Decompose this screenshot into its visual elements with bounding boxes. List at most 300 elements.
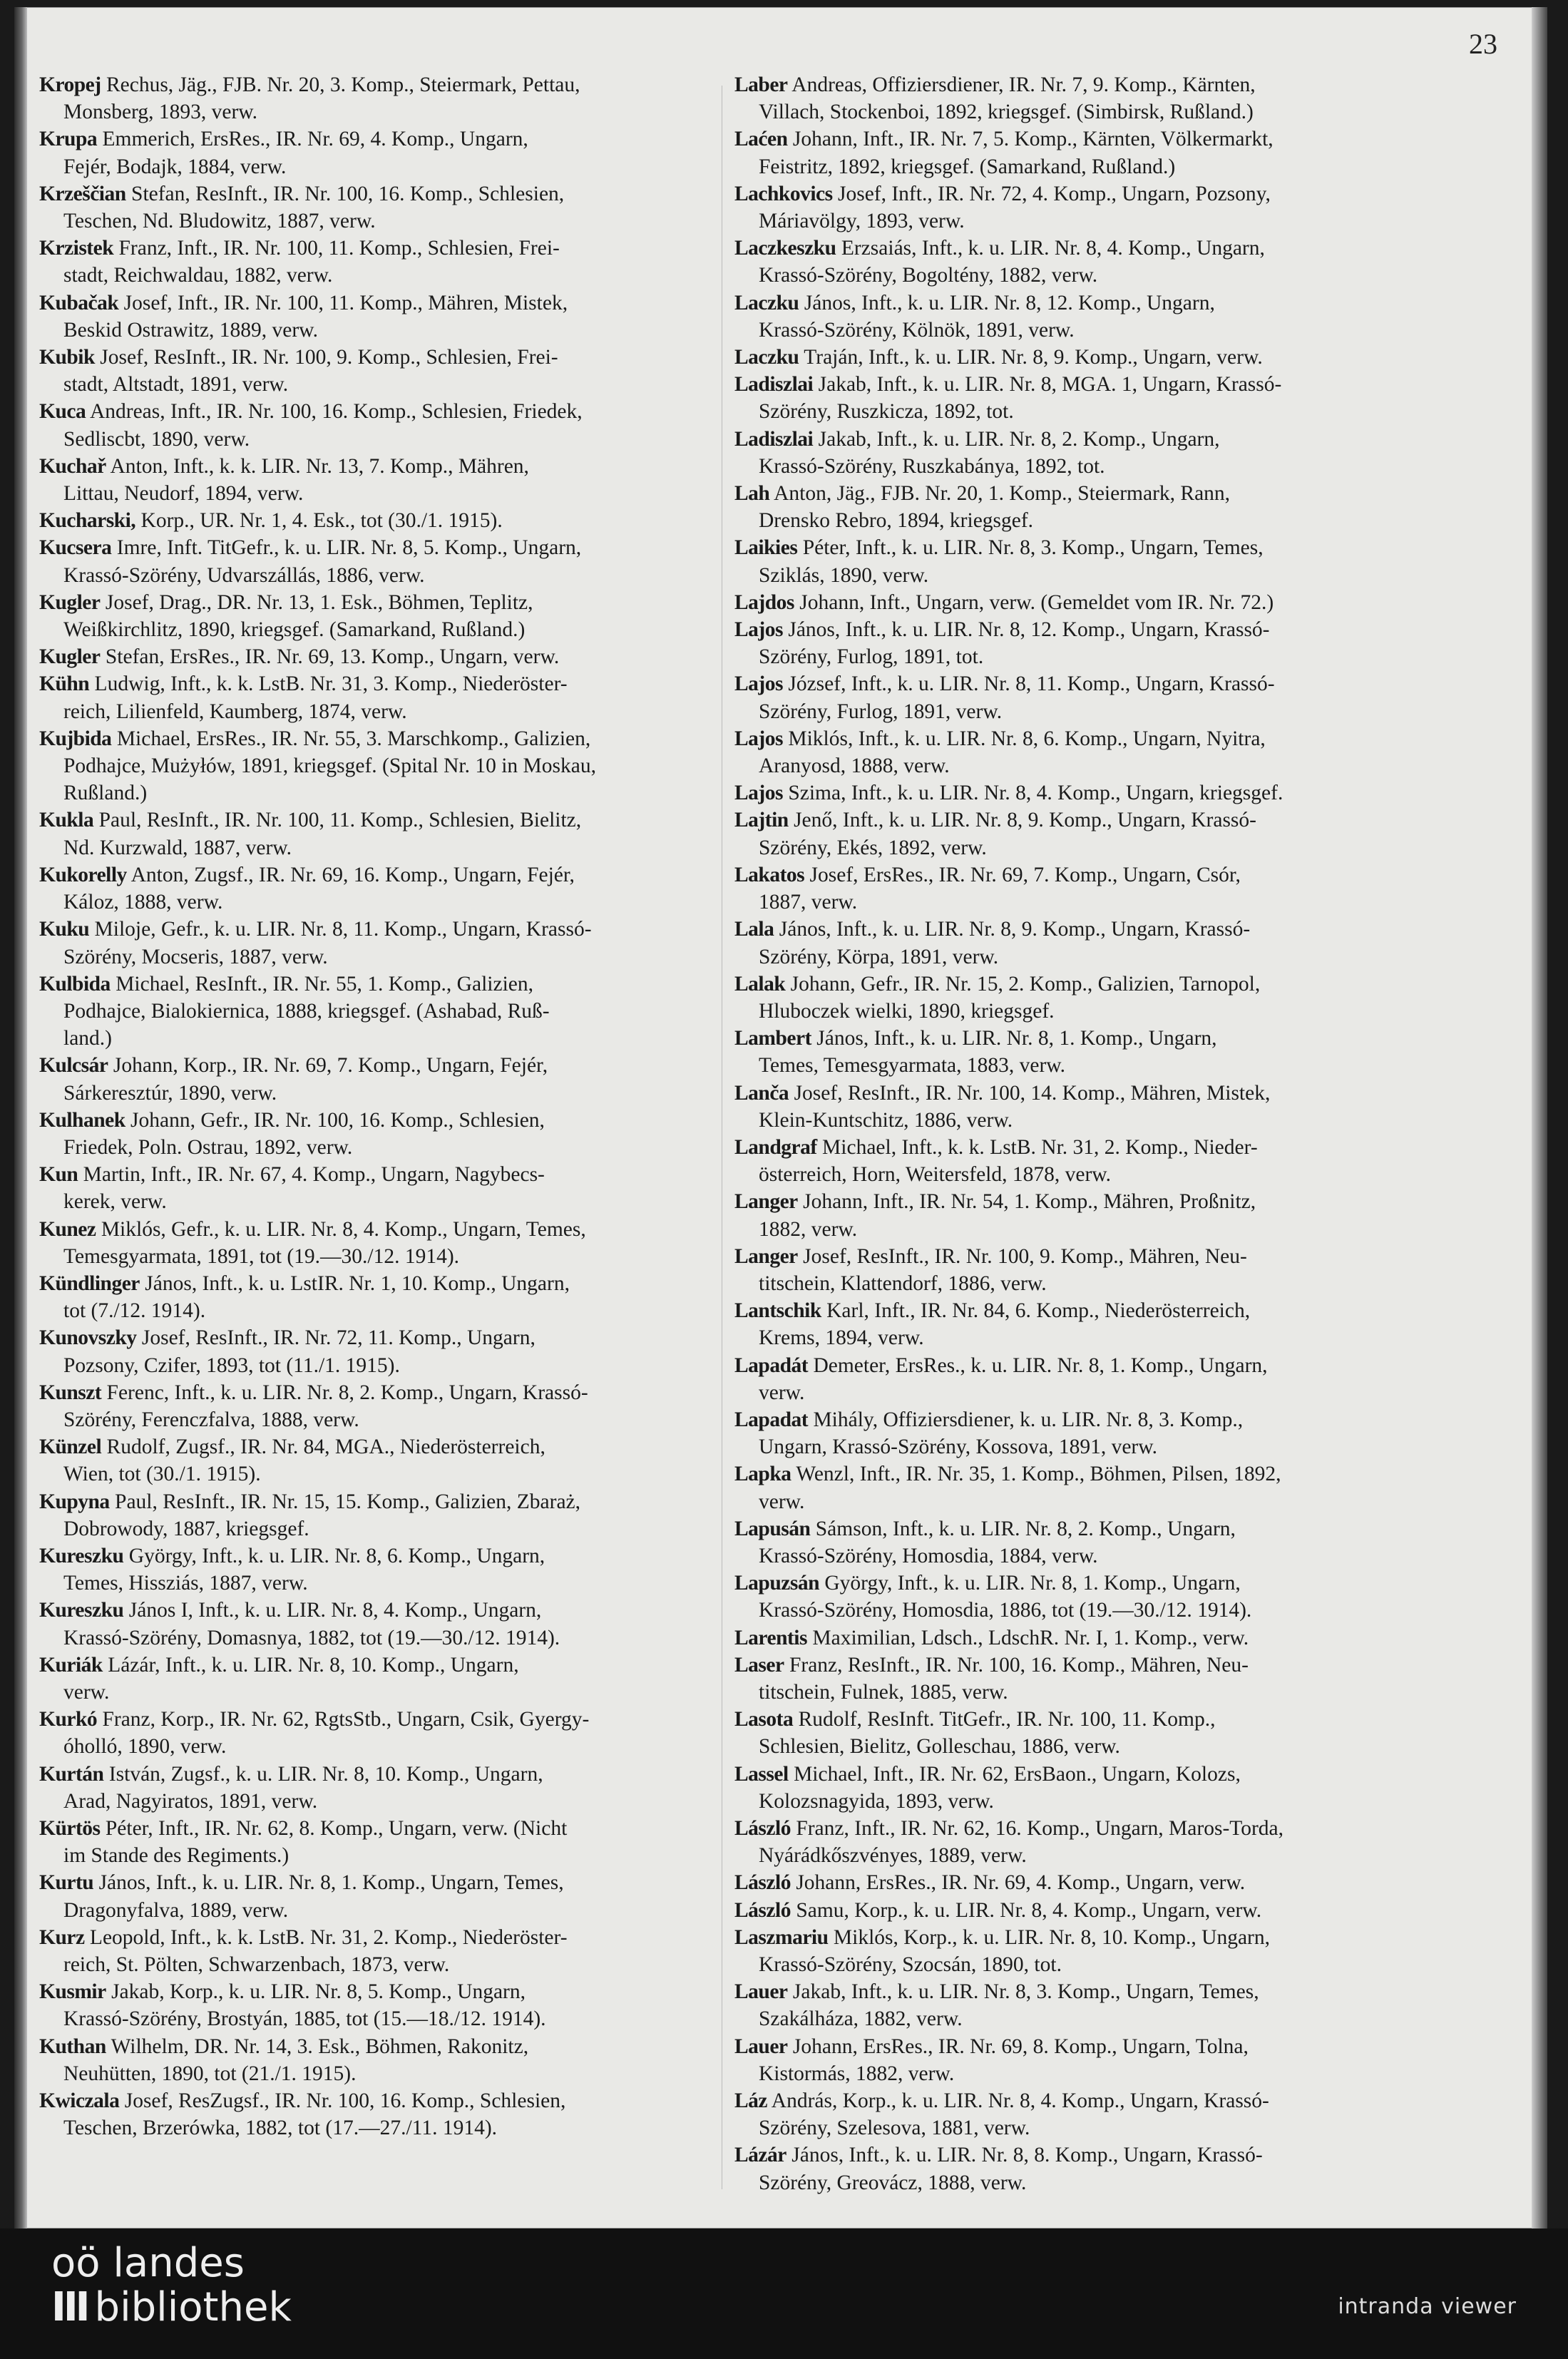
entry-text: Josef, ResInft., IR. Nr. 100, 9. Komp., Mähren, Neu-	[803, 1244, 1247, 1268]
entry-surname: Kuchař	[39, 454, 106, 478]
entry-text: Szörény, Ekés, 1892, verw.	[759, 836, 987, 859]
entry-text: Korp., UR. Nr. 1, 4. Esk., tot (30./1. 1915).	[140, 509, 503, 533]
register-entry	[39, 71, 717, 126]
entry-text: Schlesien, Bielitz, Golleschau, 1886, verw.	[759, 1735, 1120, 1759]
entry-line	[734, 1080, 1412, 1107]
entry-line	[39, 1978, 717, 2005]
scanned-page	[14, 7, 1547, 2228]
entry-surname: Kurkó	[39, 1708, 98, 1731]
book-gutter	[14, 7, 27, 2228]
entry-line	[734, 1761, 1412, 1788]
entry-text: Klein-Kuntschitz, 1886, verw.	[759, 1108, 1013, 1132]
entry-line	[39, 861, 717, 889]
entry-text: Anton, Jäg., FJB. Nr. 20, 1. Komp., Steiermark, Rann,	[774, 482, 1231, 506]
entry-text: Johann, Gefr., IR. Nr. 15, 2. Komp., Galizien, Tarnopol,	[790, 972, 1261, 996]
entry-line	[734, 1107, 1412, 1134]
entry-text: Johann, Inft., IR. Nr. 7, 5. Komp., Kärnten, Völkermarkt,	[792, 128, 1274, 151]
register-entry	[39, 807, 717, 861]
entry-text: Franz, Inft., IR. Nr. 100, 11. Komp., Schlesien, Frei-	[118, 237, 560, 260]
entry-text: Michael, ErsRes., IR. Nr. 55, 3. Marschkomp., Galizien,	[116, 727, 591, 750]
entry-text: Krassó-Szörény, Domasnya, 1882, tot (19.—30./12. 1914).	[63, 1626, 560, 1649]
entry-text: Johann, Inft., Ungarn, verw. (Gemeldet vom IR. Nr. 72.)	[799, 590, 1274, 614]
entry-text: Traján, Inft., k. u. LIR. Nr. 8, 9. Komp., Ungarn, verw.	[804, 346, 1263, 369]
entry-line	[39, 998, 717, 1025]
entry-surname: Lalak	[734, 972, 786, 996]
entry-line	[734, 1652, 1412, 1679]
entry-text: Demeter, ErsRes., k. u. LIR. Nr. 8, 1. Komp., Ungarn,	[813, 1354, 1268, 1377]
entry-text: Podhajce, Mużyłów, 1891, kriegsgef. (Spital Nr. 10 in Moskau,	[63, 754, 596, 778]
register-entry	[734, 779, 1412, 807]
register-entry	[734, 371, 1412, 425]
register-entry	[734, 1297, 1412, 1351]
entry-surname: Lajos	[734, 727, 783, 750]
entry-line	[39, 1542, 717, 1570]
entry-line	[39, 1080, 717, 1107]
entry-text: Teschen, Brzerówka, 1882, tot (17.—27./11. 1914).	[63, 2117, 498, 2140]
register-entry	[39, 1433, 717, 1488]
entry-line	[734, 1978, 1412, 2005]
entry-line	[39, 371, 717, 398]
entry-line	[734, 1216, 1412, 1243]
register-entry	[734, 589, 1412, 616]
entry-line	[39, 2087, 717, 2114]
entry-text: András, Korp., k. u. LIR. Nr. 8, 4. Komp., Ungarn, Krassó-	[771, 2089, 1269, 2113]
entry-line	[39, 1297, 717, 1324]
entry-line	[39, 1652, 717, 1679]
entry-line	[734, 971, 1412, 998]
entry-line	[39, 916, 717, 943]
entry-text: verw.	[759, 1381, 805, 1404]
entry-surname: Laszmariu	[734, 1925, 829, 1949]
entry-line	[39, 1679, 717, 1706]
entry-line	[39, 398, 717, 425]
entry-text: György, Inft., k. u. LIR. Nr. 8, 6. Komp., Ungarn,	[128, 1544, 545, 1567]
entry-text: Josef, Drag., DR. Nr. 13, 1. Esk., Böhmen, Teplitz,	[105, 590, 533, 614]
register-entry	[734, 1570, 1412, 1624]
left-column	[39, 71, 717, 2141]
entry-text: Szakálháza, 1882, verw.	[759, 2007, 963, 2031]
entry-text: Weißkirchlitz, 1890, kriegsgef. (Samarkand, Rußland.)	[63, 618, 526, 642]
entry-line	[734, 616, 1412, 643]
register-entry	[39, 1652, 717, 1706]
entry-text: Drensko Rebro, 1894, kriegsgef.	[759, 509, 1034, 533]
entry-text: Andreas, Offiziersdiener, IR. Nr. 7, 9. Komp., Kärnten,	[791, 73, 1256, 96]
entry-text: Rudolf, Zugsf., IR. Nr. 84, MGA., Niederösterreich,	[106, 1436, 545, 1459]
entry-surname: Lambert	[734, 1027, 811, 1050]
entry-line	[39, 1706, 717, 1733]
entry-text: Szima, Inft., k. u. LIR. Nr. 8, 4. Komp., Ungarn, kriegsgef.	[788, 782, 1283, 805]
entry-line	[39, 426, 717, 453]
entry-text: Franz, Korp., IR. Nr. 62, RgtsStb., Ungarn, Csik, Gyergy-	[102, 1708, 590, 1731]
entry-text: Littau, Neudorf, 1894, verw.	[63, 482, 304, 506]
entry-line	[734, 317, 1412, 344]
entry-line	[734, 1379, 1412, 1406]
entry-line	[39, 290, 717, 317]
entry-text: Maximilian, Ldsch., LdschR. Nr. I, 1. Komp., verw.	[812, 1626, 1249, 1649]
entry-text: Emmerich, ErsRes., IR. Nr. 69, 4. Komp., Ungarn,	[102, 128, 528, 151]
register-entry	[734, 1706, 1412, 1760]
entry-line	[734, 861, 1412, 889]
entry-line	[734, 807, 1412, 834]
entry-text: Samu, Korp., k. u. LIR. Nr. 8, 4. Komp., Ungarn, verw.	[796, 1898, 1262, 1922]
entry-text: József, Inft., k. u. LIR. Nr. 8, 11. Komp., Ungarn, Krassó-	[788, 672, 1275, 696]
entry-line	[734, 1270, 1412, 1297]
entry-surname: Lakatos	[734, 863, 805, 886]
entry-surname: Kunszt	[39, 1381, 102, 1404]
entry-surname: Lauer	[734, 2035, 788, 2058]
entry-text: Krassó-Szörény, Ruszkabánya, 1892, tot.	[759, 454, 1105, 478]
entry-surname: Lassel	[734, 1762, 789, 1786]
entry-line	[39, 1488, 717, 1515]
entry-text: Ferenc, Inft., k. u. LIR. Nr. 8, 2. Komp., Ungarn, Krassó-	[106, 1381, 588, 1404]
entry-surname: Krzeščian	[39, 182, 126, 205]
right-column	[734, 71, 1412, 2196]
entry-surname: Lajos	[734, 618, 783, 642]
entry-line	[39, 1243, 717, 1270]
entry-text: Paul, ResInft., IR. Nr. 100, 11. Komp., Schlesien, Bielitz,	[98, 809, 582, 832]
entry-line	[39, 1052, 717, 1079]
entry-line	[734, 153, 1412, 180]
entry-text: Krassó-Szörény, Homosdia, 1884, verw.	[759, 1544, 1098, 1567]
entry-text: György, Inft., k. u. LIR. Nr. 8, 1. Komp., Ungarn,	[824, 1572, 1241, 1595]
register-entry	[39, 1597, 717, 1651]
entry-text: reich, Lilienfeld, Kaumberg, 1874, verw.	[63, 700, 407, 723]
entry-line	[734, 834, 1412, 861]
entry-surname: Laczku	[734, 291, 799, 314]
entry-line	[734, 1243, 1412, 1270]
entry-line	[39, 480, 717, 507]
entry-surname: Kun	[39, 1163, 78, 1187]
register-entry	[734, 971, 1412, 1025]
register-entry	[39, 1324, 717, 1378]
entry-text: Anton, Zugsf., IR. Nr. 69, 16. Komp., Ungarn, Fejér,	[130, 863, 575, 886]
entry-text: Michael, Inft., k. k. LstB. Nr. 31, 2. Komp., Nieder-	[822, 1135, 1258, 1159]
register-entry	[39, 1052, 717, 1106]
register-entry	[734, 1652, 1412, 1706]
register-entry	[734, 2033, 1412, 2087]
entry-surname: Kuku	[39, 918, 90, 941]
entry-text: Péter, Inft., k. u. LIR. Nr. 8, 3. Komp., Ungarn, Temes,	[802, 536, 1264, 560]
entry-line	[39, 1406, 717, 1433]
entry-surname: Künzel	[39, 1436, 102, 1459]
entry-surname: Laber	[734, 73, 788, 96]
entry-line	[734, 916, 1412, 943]
entry-line	[734, 670, 1412, 697]
register-entry	[39, 1978, 717, 2032]
entry-surname: Kureszku	[39, 1544, 124, 1567]
entry-line	[39, 589, 717, 616]
entry-surname: Kuca	[39, 400, 86, 424]
entry-line	[39, 507, 717, 534]
entry-text: Josef, Inft., IR. Nr. 100, 11. Komp., Mähren, Mistek,	[123, 291, 568, 314]
entry-text: Péter, Inft., IR. Nr. 62, 8. Komp., Ungarn, verw. (Nicht	[105, 1817, 568, 1840]
entry-surname: Landgraf	[734, 1135, 817, 1159]
entry-line	[734, 1052, 1412, 1079]
entry-text: Ludwig, Inft., k. k. LstB. Nr. 31, 3. Komp., Niederöster-	[94, 672, 568, 696]
entry-line	[39, 1161, 717, 1188]
entry-text: Erzsaiás, Inft., k. u. LIR. Nr. 8, 4. Komp., Ungarn,	[841, 237, 1265, 260]
entry-line	[734, 779, 1412, 807]
register-entry	[734, 290, 1412, 344]
entry-line	[734, 2114, 1412, 2141]
register-entry	[39, 971, 717, 1053]
entry-surname: Lasota	[734, 1708, 794, 1731]
register-entry	[734, 1515, 1412, 1570]
entry-text: Wilhelm, DR. Nr. 14, 3. Esk., Böhmen, Rakonitz,	[111, 2035, 529, 2058]
entry-line	[734, 889, 1412, 916]
entry-text: Wien, tot (30./1. 1915).	[63, 1463, 261, 1486]
entry-line	[734, 2141, 1412, 2169]
register-entry	[734, 1761, 1412, 1815]
entry-line	[734, 1869, 1412, 1896]
register-entry	[734, 1134, 1412, 1188]
entry-surname: Lah	[734, 482, 770, 506]
entry-text: Sárkeresztúr, 1890, verw.	[63, 1081, 277, 1105]
entry-line	[734, 1460, 1412, 1488]
entry-surname: Lajos	[734, 782, 783, 805]
entry-surname: Lantschik	[734, 1299, 821, 1323]
entry-text: Jakab, Inft., k. u. LIR. Nr. 8, 2. Komp., Ungarn,	[818, 427, 1220, 451]
entry-line	[734, 1352, 1412, 1379]
register-entry	[734, 180, 1412, 235]
entry-text: Krems, 1894, verw.	[759, 1326, 924, 1350]
library-logo[interactable]	[51, 2241, 292, 2330]
entry-surname: Kunez	[39, 1217, 96, 1241]
entry-text: Franz, ResInft., IR. Nr. 100, 16. Komp., Mähren, Neu-	[789, 1653, 1249, 1677]
entry-text: János, Inft., k. u. LIR. Nr. 8, 1. Komp., Ungarn,	[816, 1027, 1217, 1050]
entry-text: Lázár, Inft., k. u. LIR. Nr. 8, 10. Komp., Ungarn,	[108, 1653, 519, 1677]
entry-surname: Kulhanek	[39, 1108, 125, 1132]
register-entry	[39, 1216, 717, 1270]
entry-text: óholló, 1890, verw.	[63, 1735, 227, 1759]
entry-line	[39, 779, 717, 807]
entry-surname: Lapadat	[734, 1408, 809, 1431]
entry-surname: Lauer	[734, 1980, 788, 2004]
entry-line	[39, 1460, 717, 1488]
entry-text: János I, Inft., k. u. LIR. Nr. 8, 4. Komp., Ungarn,	[128, 1599, 542, 1622]
register-entry	[39, 861, 717, 916]
entry-surname: Krzistek	[39, 237, 114, 260]
entry-text: Johann, ErsRes., IR. Nr. 69, 4. Komp., Ungarn, verw.	[796, 1871, 1246, 1895]
entry-surname: Kugler	[39, 645, 101, 669]
register-entry	[39, 670, 717, 725]
entry-surname: Kureszku	[39, 1599, 124, 1622]
entry-line	[39, 971, 717, 998]
entry-line	[39, 616, 717, 643]
register-entry	[734, 1352, 1412, 1406]
entry-text: Wenzl, Inft., IR. Nr. 35, 1. Komp., Böhmen, Pilsen, 1892,	[796, 1463, 1281, 1486]
entry-text: Nd. Kurzwald, 1887, verw.	[63, 836, 292, 859]
entry-line	[39, 725, 717, 752]
entry-surname: Kwiczala	[39, 2089, 120, 2113]
register-entry	[39, 1815, 717, 1869]
entry-text: Paul, ResInft., IR. Nr. 15, 15. Komp., Galizien, Zbaraż,	[115, 1490, 581, 1513]
entry-surname: Kusmir	[39, 1980, 106, 2004]
register-entry	[39, 589, 717, 643]
entry-line	[39, 562, 717, 589]
entry-surname: Lajdos	[734, 590, 794, 614]
page-number: 23	[1469, 28, 1497, 60]
entry-text: Michael, ResInft., IR. Nr. 55, 1. Komp., Galizien,	[116, 972, 533, 996]
register-entry	[734, 1460, 1412, 1515]
entry-text: kerek, verw.	[63, 1190, 167, 1214]
entry-line	[39, 453, 717, 480]
entry-surname: Kulcsár	[39, 1054, 108, 1078]
entry-text: Krassó-Szörény, Homosdia, 1886, tot (19.—30./12. 1914).	[759, 1599, 1252, 1622]
entry-text: Josef, Inft., IR. Nr. 72, 4. Komp., Ungarn, Pozsony,	[837, 182, 1271, 205]
logo-bars-icon: III	[51, 2284, 88, 2330]
entry-surname: Laczku	[734, 346, 799, 369]
entry-line	[39, 1352, 717, 1379]
entry-line	[734, 725, 1412, 752]
register-entry	[39, 643, 717, 670]
entry-surname: Láz	[734, 2089, 768, 2113]
entry-text: Jakab, Inft., k. u. LIR. Nr. 8, 3. Komp., Ungarn, Temes,	[792, 1980, 1259, 2004]
entry-line	[39, 1188, 717, 1215]
register-entry	[734, 2141, 1412, 2196]
entry-surname: Langer	[734, 1190, 798, 1214]
entry-text: Beskid Ostrawitz, 1889, verw.	[63, 318, 318, 342]
entry-text: Kolozsnagyida, 1893, verw.	[759, 1789, 994, 1813]
entry-text: Johann, Inft., IR. Nr. 54, 1. Komp., Mähren, Proßnitz,	[803, 1190, 1256, 1214]
entry-line	[734, 98, 1412, 126]
entry-text: Miloje, Gefr., k. u. LIR. Nr. 8, 11. Komp., Ungarn, Krassó-	[94, 918, 592, 941]
register-entry	[39, 180, 717, 235]
register-entry	[734, 534, 1412, 588]
register-entry	[734, 344, 1412, 371]
entry-surname: Kurz	[39, 1925, 85, 1949]
entry-text: Monsberg, 1893, verw.	[63, 101, 258, 124]
entry-text: Krassó-Szörény, Brostyán, 1885, tot (15.—18./12. 1914).	[63, 2007, 546, 2031]
register-entry	[734, 1080, 1412, 1134]
entry-line	[734, 453, 1412, 480]
entry-text: Michael, Inft., IR. Nr. 62, ErsBaon., Ungarn, Kolozs,	[794, 1762, 1241, 1786]
entry-text: titschein, Klattendorf, 1886, verw.	[759, 1271, 1047, 1295]
entry-line	[734, 1488, 1412, 1515]
entry-line	[734, 1515, 1412, 1542]
entry-text: 1882, verw.	[759, 1217, 858, 1241]
logo-line-2: bibliothek	[94, 2284, 292, 2330]
entry-surname: Kühn	[39, 672, 90, 696]
entry-line	[734, 2169, 1412, 2196]
entry-surname: Ladiszlai	[734, 373, 814, 396]
entry-line	[39, 262, 717, 289]
register-entry	[39, 1270, 717, 1324]
entry-line	[734, 2087, 1412, 2114]
entry-text: János, Inft., k. u. LIR. Nr. 8, 12. Komp., Ungarn,	[804, 291, 1215, 314]
entry-surname: Krupa	[39, 128, 98, 151]
entry-surname: Kucharski,	[39, 509, 136, 533]
entry-line	[39, 1624, 717, 1652]
viewer-footer	[0, 2228, 1568, 2359]
register-entry	[39, 916, 717, 970]
register-entry	[734, 861, 1412, 916]
entry-surname: Kubačak	[39, 291, 119, 314]
entry-line	[39, 1324, 717, 1351]
register-entry	[39, 1542, 717, 1597]
entry-text: 1887, verw.	[759, 891, 858, 914]
entry-surname: Laikies	[734, 536, 798, 560]
register-entry	[734, 235, 1412, 289]
entry-text: Rechus, Jäg., FJB. Nr. 20, 3. Komp., Steiermark, Pettau,	[106, 73, 580, 96]
entry-text: Stefan, ResInft., IR. Nr. 100, 16. Komp., Schlesien,	[131, 182, 565, 205]
entry-line	[39, 2005, 717, 2032]
entry-line	[734, 262, 1412, 289]
entry-text: Sámson, Inft., k. u. LIR. Nr. 8, 2. Komp., Ungarn,	[815, 1517, 1236, 1540]
entry-line	[39, 153, 717, 180]
entry-line	[39, 180, 717, 208]
entry-surname: Kürtös	[39, 1817, 101, 1840]
entry-surname: Laczkeszku	[734, 237, 836, 260]
entry-line	[39, 1107, 717, 1134]
entry-text: Franz, Inft., IR. Nr. 62, 16. Komp., Ungarn, Maros-Torda,	[796, 1817, 1284, 1840]
entry-line	[734, 1679, 1412, 1706]
entry-line	[39, 1216, 717, 1243]
entry-text: Jakab, Inft., k. u. LIR. Nr. 8, MGA. 1, Ungarn, Krassó-	[818, 373, 1282, 396]
entry-text: Káloz, 1888, verw.	[63, 891, 223, 914]
entry-text: verw.	[63, 1680, 110, 1704]
entry-text: János, Inft., k. u. LIR. Nr. 8, 12. Komp., Ungarn, Krassó-	[788, 618, 1270, 642]
entry-text: Johann, Korp., IR. Nr. 69, 7. Komp., Ungarn, Fejér,	[113, 1054, 548, 1078]
entry-text: Szörény, Körpa, 1891, verw.	[759, 945, 999, 968]
entry-text: Martin, Inft., IR. Nr. 67, 4. Komp., Ungarn, Nagybecs-	[83, 1163, 545, 1187]
entry-text: Krassó-Szörény, Udvarszállás, 1886, verw.	[63, 563, 425, 587]
entry-line	[734, 1324, 1412, 1351]
entry-line	[39, 534, 717, 561]
entry-line	[39, 1270, 717, 1297]
entry-text: Szörény, Furlog, 1891, verw.	[759, 700, 1003, 723]
entry-text: Friedek, Poln. Ostrau, 1892, verw.	[63, 1135, 353, 1159]
entry-line	[39, 889, 717, 916]
register-entry	[734, 1406, 1412, 1460]
viewer-brand[interactable]: intranda viewer	[1338, 2294, 1517, 2319]
entry-text: Josef, ResInft., IR. Nr. 100, 9. Komp., Schlesien, Frei-	[100, 346, 558, 369]
entry-line	[39, 1379, 717, 1406]
entry-text: Josef, ResZugsf., IR. Nr. 100, 16. Komp., Schlesien,	[124, 2089, 566, 2113]
entry-line	[734, 2005, 1412, 2032]
entry-line	[734, 371, 1412, 398]
entry-line	[734, 344, 1412, 371]
entry-text: tot (7./12. 1914).	[63, 1299, 206, 1323]
register-entry	[734, 1924, 1412, 1978]
register-entry	[39, 1107, 717, 1161]
entry-text: Rußland.)	[63, 782, 148, 805]
entry-line	[39, 943, 717, 971]
entry-line	[39, 698, 717, 725]
entry-text: Miklós, Korp., k. u. LIR. Nr. 8, 10. Komp., Ungarn,	[833, 1925, 1271, 1949]
entry-surname: Kurtán	[39, 1762, 104, 1786]
entry-text: Feistritz, 1892, kriegsgef. (Samarkand, Rußland.)	[759, 155, 1176, 178]
entry-line	[734, 1570, 1412, 1597]
entry-line	[39, 1134, 717, 1161]
entry-line	[734, 943, 1412, 971]
entry-text: Imre, Inft. TitGefr., k. u. LIR. Nr. 8, 5. Komp., Ungarn,	[116, 536, 582, 560]
entry-text: Stefan, ErsRes., IR. Nr. 69, 13. Komp., Ungarn, verw.	[105, 645, 560, 669]
entry-text: Szörény, Ferenczfalva, 1888, verw.	[63, 1408, 359, 1431]
entry-text: titschein, Fulnek, 1885, verw.	[759, 1680, 1008, 1704]
entry-line	[734, 126, 1412, 153]
register-entry	[39, 126, 717, 180]
entry-line	[734, 480, 1412, 507]
register-entry	[734, 916, 1412, 970]
register-entry	[734, 1025, 1412, 1079]
register-entry	[734, 2087, 1412, 2141]
entry-text: Szörény, Ruszkicza, 1892, tot.	[759, 400, 1014, 424]
entry-surname: Lapka	[734, 1463, 791, 1486]
register-entry	[734, 1188, 1412, 1242]
entry-line	[734, 1788, 1412, 1815]
entry-surname: Kujbida	[39, 727, 112, 750]
